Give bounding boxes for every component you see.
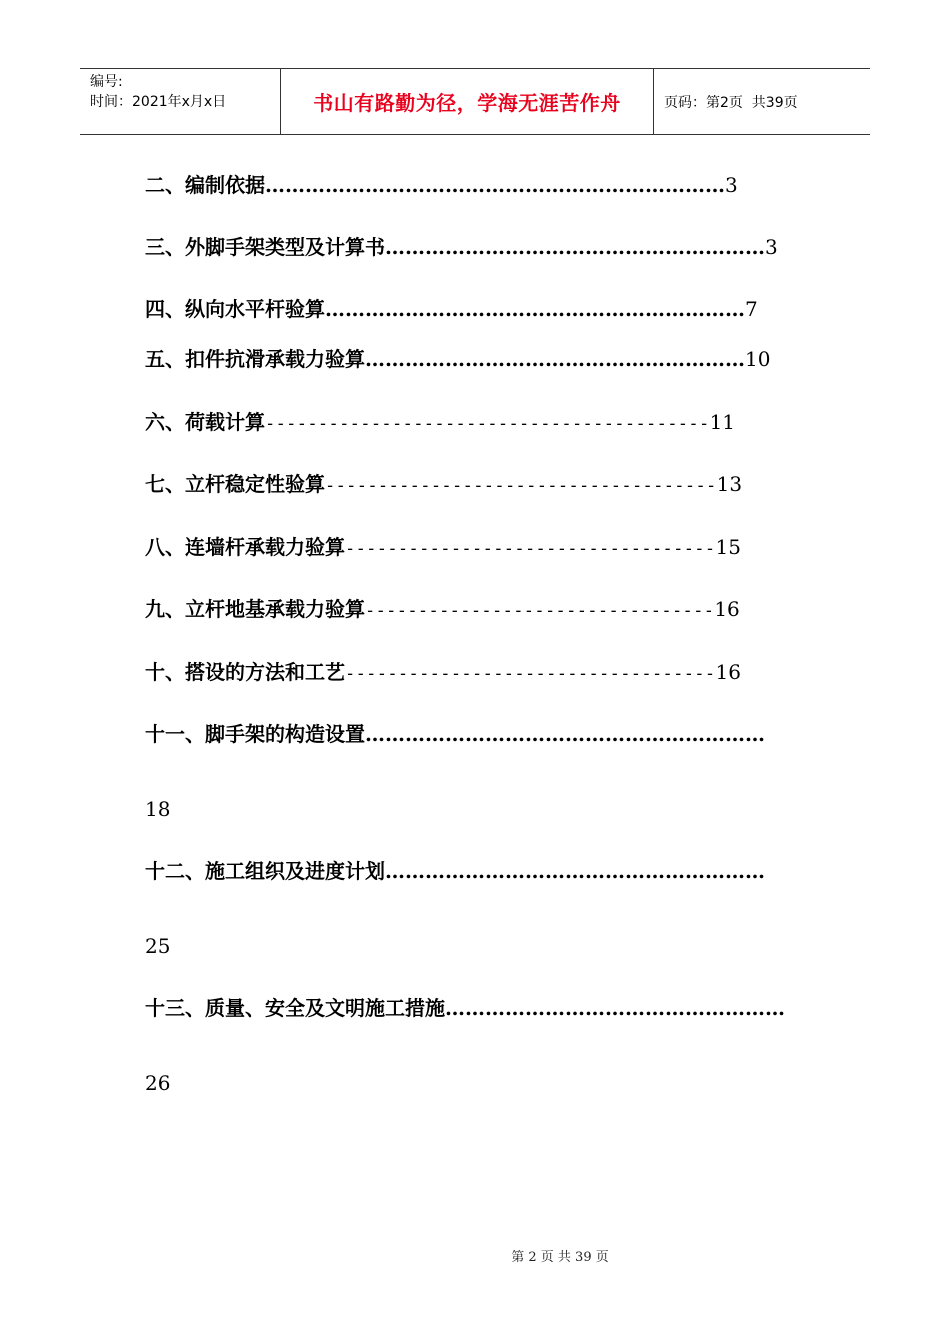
toc-entry[interactable] xyxy=(145,859,765,883)
toc-entry-leader: ………………………………………………… xyxy=(385,235,765,259)
toc-entry-title: 五、扣件抗滑承载力验算 xyxy=(145,347,365,371)
toc-entry[interactable] xyxy=(145,597,740,623)
toc-entry-title: 四、纵向水平杆验算 xyxy=(145,297,325,321)
header-page-info xyxy=(654,69,870,134)
footer-page-number: 第 2 页 共 39 页 xyxy=(511,1250,609,1265)
toc-entry-title: 三、外脚手架类型及计算书 xyxy=(145,235,385,259)
toc-entry-page: 25 xyxy=(145,934,171,958)
toc-entry[interactable] xyxy=(145,660,741,686)
toc-entry-title: 十、搭设的方法和工艺 xyxy=(145,660,345,684)
toc-entry-leader: ----------------------------------- xyxy=(345,664,716,684)
toc-entry-leader: ------------------------------------- xyxy=(325,476,717,496)
page-footer xyxy=(0,1246,950,1265)
toc-entry-leader: ……………………………………………………… xyxy=(325,297,745,321)
header-meta xyxy=(80,69,281,134)
toc-entry-title: 九、立杆地基承载力验算 xyxy=(145,597,365,621)
toc-entry[interactable] xyxy=(145,410,735,436)
toc-entry-title: 十二、施工组织及进度计划 xyxy=(145,859,385,883)
toc-entry-title: 六、荷载计算 xyxy=(145,410,265,434)
toc-entry-title: 二、编制依据 xyxy=(145,173,265,197)
toc-entry-leader: ………………………………………………… xyxy=(365,347,745,371)
toc-entry[interactable] xyxy=(145,235,778,259)
toc-entry-page: 11 xyxy=(709,410,736,434)
toc-entry-leader: …………………………………………………… xyxy=(365,722,765,746)
toc-entry-title: 十一、脚手架的构造设置 xyxy=(145,722,365,746)
toc-entry-title: 十三、质量、安全及文明施工措施 xyxy=(145,996,445,1020)
toc-entry[interactable] xyxy=(145,996,785,1020)
document-time-label: 时间：2021年x月x日 xyxy=(90,94,227,110)
toc-entry-page: 13 xyxy=(716,472,743,496)
toc-entry-leader: ------------------------------------------ xyxy=(265,414,710,434)
toc-entry-page: 18 xyxy=(145,797,171,821)
toc-entry-page: 15 xyxy=(715,535,741,559)
toc-entry-page: 16 xyxy=(715,660,741,684)
toc-entry-leader: …………………………………………………………… xyxy=(265,173,725,197)
header-page-info-text: 页码：第2页 共39页 xyxy=(664,94,798,111)
toc-entry-page: 26 xyxy=(145,1071,171,1095)
toc-entry[interactable] xyxy=(145,722,765,746)
toc-entry-title: 七、立杆稳定性验算 xyxy=(145,472,325,496)
toc-entry-leader: ----------------------------------- xyxy=(345,539,716,559)
page-header xyxy=(80,68,870,135)
toc-entry[interactable] xyxy=(145,535,741,561)
toc-entry-page: 3 xyxy=(725,173,738,197)
toc-entry[interactable] xyxy=(145,347,770,371)
toc-entry-leader: …………………………………………… xyxy=(445,996,785,1020)
toc-entry-page: 7 xyxy=(745,297,758,321)
toc-entry[interactable] xyxy=(145,173,738,197)
document-number-label: 编号: xyxy=(90,74,123,90)
toc-entry-page: 10 xyxy=(745,347,771,371)
toc-entry[interactable] xyxy=(145,472,742,498)
toc-entry-page: 16 xyxy=(714,597,740,621)
toc-entry-leader: --------------------------------- xyxy=(365,601,715,621)
toc-entry-page: 3 xyxy=(765,235,778,259)
toc-entry-leader: ………………………………………………… xyxy=(385,859,765,883)
toc-entry[interactable] xyxy=(145,297,758,321)
header-motto: 书山有路勤为径，学海无涯苦作舟 xyxy=(281,69,654,134)
toc-entry-title: 八、连墙杆承载力验算 xyxy=(145,535,345,559)
